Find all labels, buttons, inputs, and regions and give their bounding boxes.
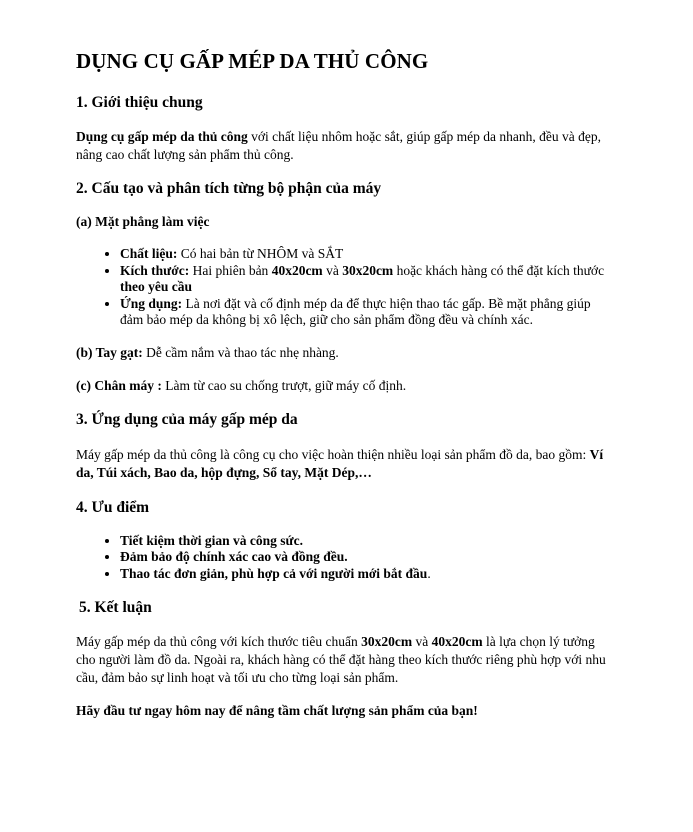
section-2-heading: 2. Cấu tạo và phân tích từng bộ phận của máy [76,180,382,197]
list-item [120,549,617,566]
list-item [120,296,617,329]
section-4-list [76,533,617,583]
section-3-text: Máy gấp mép da thủ công là công cụ cho việc hoàn thiện nhiều loại sản phẩm đồ da, bao gồm: [76,446,590,462]
section-5-heading: 5. Kết luận [79,599,152,616]
item-text: hoặc khách hàng có thể đặt kích thước [393,262,605,278]
section-5-bold: 40x20cm [431,634,483,649]
item-label: Chất liệu: [120,246,178,261]
section-5-paragraph [76,633,617,687]
section-5-text: và [412,634,432,649]
section-1-paragraph [76,128,617,164]
section-2a-heading: (a) Mặt phẳng làm việc [76,214,210,229]
item-label: Ứng dụng: [120,295,183,311]
list-item [120,246,617,263]
item-text: và [322,262,343,278]
item-bold: Đảm bảo độ chính xác cao và đồng đều. [120,549,348,564]
item-bold: 40x20cm [271,262,323,278]
section-5-text: là lựa chọn lý tưởng cho người làm đồ da. Ngoài ra, khách hàng có thể đặt hàng theo kích thước riêng phù hợp với nhu cầu, đảm bảo sự linh hoạt và tối ưu cho từng loại sản phẩm. [76,634,606,685]
item-bold: 30x20cm [342,262,394,278]
section-2c-paragraph [76,377,617,395]
section-3-heading: 3. Ứng dụng của máy gấp mép da [76,410,298,428]
section-5-bold: 30x20cm [361,634,413,649]
section-2b-text: Dễ cầm nắm và thao tác nhẹ nhàng. [142,344,339,360]
section-5-text: Máy gấp mép da thủ công với kích thước tiêu chuẩn [76,634,362,649]
list-item [120,566,617,583]
section-2a-list [76,246,617,329]
section-1-text: với chất liệu nhôm hoặc sắt, giúp gấp mép da nhanh, đều và đẹp, nâng cao chất lượng sản phẩm thủ công. [76,129,601,162]
section-3-bold: Ví da, Túi xách, Bao da, hộp đựng, Sổ tay, Mặt Dép,… [76,446,604,480]
item-text: Là nơi đặt và cố định mép da để thực hiện thao tác gấp. Bề mặt phẳng giúp đảm bảo mép da không bị xô lệch, giữ cho sản phẩm đồng đều và chính xác. [120,295,591,327]
item-text: Có hai bản từ NHÔM và SẮT [177,246,344,261]
section-4-heading: 4. Ưu điểm [76,498,150,516]
call-to-action-text: Hãy đầu tư ngay hôm nay để nâng tầm chất lượng sản phẩm của bạn! [76,703,478,718]
item-text: . [427,565,431,581]
item-bold: Tiết kiệm thời gian và công sức. [120,532,303,548]
item-text: Hai phiên bản [189,262,272,278]
item-bold: theo yêu cầu [120,279,192,294]
item-bold: Thao tác đơn giản, phù hợp cả với người mới bắt đầu [120,565,428,581]
list-item [120,533,617,550]
section-1-heading: 1. Giới thiệu chung [76,94,203,111]
document-title: DỤNG CỤ GẤP MÉP DA THỦ CÔNG [76,49,429,73]
item-label: Kích thước: [120,262,190,278]
section-2c-label: (c) Chân máy : [76,377,162,393]
call-to-action [76,702,617,720]
section-3-paragraph [76,446,617,482]
section-2b-paragraph [76,344,617,362]
section-2b-label: (b) Tay gạt: [76,344,143,360]
section-1-bold-lead: Dụng cụ gấp mép da thủ công [76,129,248,144]
section-2c-text: Làm từ cao su chống trượt, giữ máy cố định. [161,377,407,393]
list-item [120,263,617,296]
